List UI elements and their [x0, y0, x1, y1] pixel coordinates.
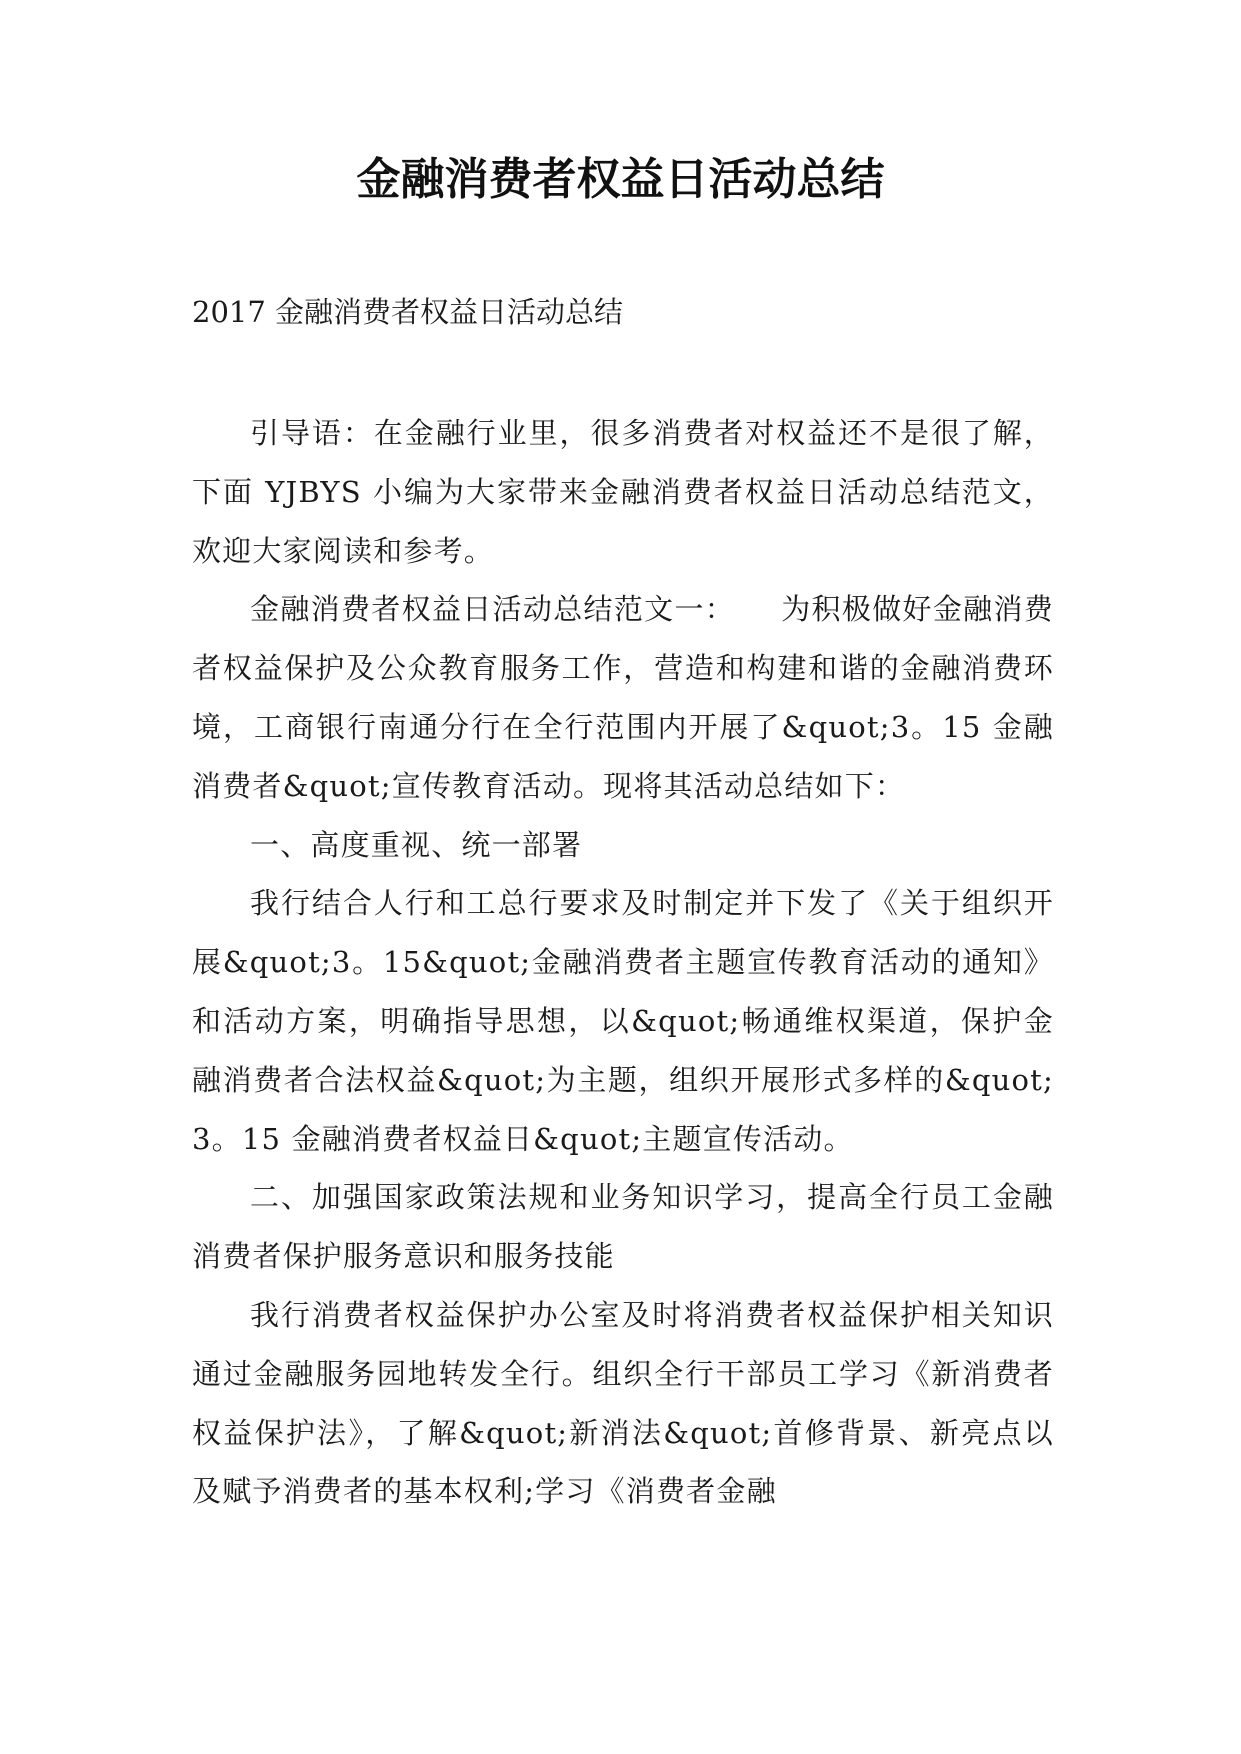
paragraph-section-1: 我行结合人行和工总行要求及时制定并下发了《关于组织开展&quot;3。15&quot;金融消费者主题宣传教育活动的通知》和活动方案，明确指导思想，以&quot;畅通维权渠道，保护金融消费者合法权益&quot;为主题，组织开展形式多样的&quot;3。15 金融消费者权益日&quot;主题宣传活动。	[192, 886, 1054, 1156]
document-title: 金融消费者权益日活动总结	[356, 154, 885, 205]
document-body	[192, 404, 1054, 1521]
paragraph-intro: 引导语：在金融行业里，很多消费者对权益还不是很了解，下面 YJBYS 小编为大家带来金融消费者权益日活动总结范文，欢迎大家阅读和参考。	[192, 416, 1054, 568]
paragraph-section-2: 我行消费者权益保护办公室及时将消费者权益保护相关知识通过金融服务园地转发全行。组织全行干部员工学习《新消费者权益保护法》，了解&quot;新消法&quot;首修背景、新亮点以及赋予消费者的基本权利;学习《消费者金融	[192, 1297, 1054, 1509]
section-heading-2: 二、加强国家政策法规和业务知识学习，提高全行员工金融消费者保护服务意识和服务技能	[192, 1180, 1054, 1274]
document-subtitle: 2017 金融消费者权益日活动总结	[192, 295, 624, 329]
section-heading-1: 一、高度重视、统一部署	[250, 827, 583, 862]
paragraph-summary-one: 金融消费者权益日活动总结范文一： 为积极做好金融消费者权益保护及公众教育服务工作，营造和构建和谐的金融消费环境，工商银行南通分行在全行范围内开展了&quot;3。15 金融消费者&quot;宣传教育活动。现将其活动总结如下：	[192, 592, 1054, 803]
